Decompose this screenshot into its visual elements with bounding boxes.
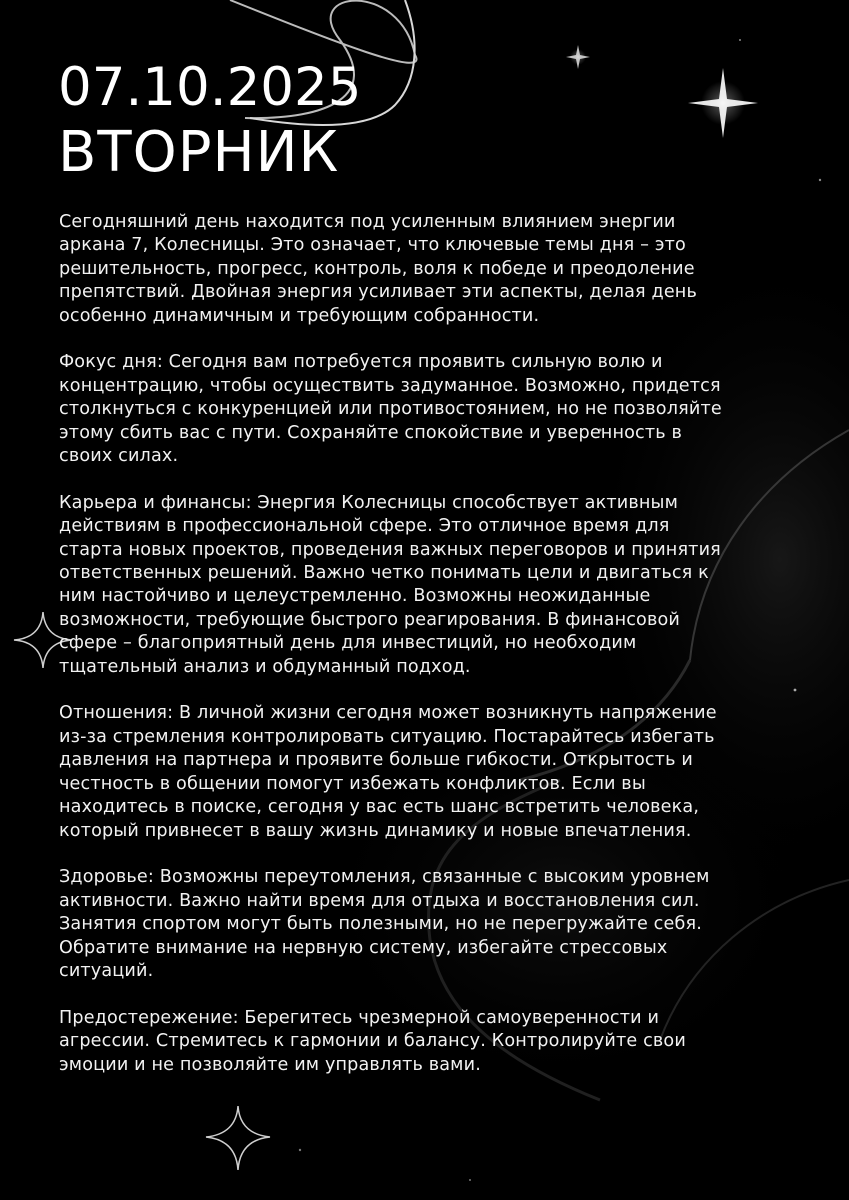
paragraph-career: Карьера и финансы: Энергия Колесницы способствует активным действиям в профессиональной сфере. Это отличное время для старта новых проектов, проведения важных переговоров и принятия ответственных решений. Важно четко понимать цели и двигаться к ним настойчиво и целеустремленно. Возможны неожиданные возможности, требующие быстрого реагирования. В финансовой сфере – благоприятный день для инвестиций, но необходим тщательный анализ и обдуманный подход. [59,492,721,677]
star-dot [469,1179,471,1181]
paragraph-warning: Предостережение: Берегитесь чрезмерной самоуверенности и агрессии. Стремитесь к гармонии и балансу. Контролируйте свои эмоции и не позволяйте им управлять вами. [59,1007,686,1075]
forecast-body [59,211,789,1100]
star-dot [299,1149,301,1151]
star-dot [739,39,741,41]
header [58,56,798,186]
weekday-heading: ВТОРНИК [58,120,340,185]
star-dot [794,689,797,692]
paragraph-focus: Фокус дня: Сегодня вам потребуется проявить сильную волю и концентрацию, чтобы осуществить задуманное. Возможно, придется столкнуться с конкуренцией или противостоянием, но не позволяйте этому сбить вас с пути. Сохраняйте спокойствие и уверенность в своих силах. [59,352,722,467]
date-heading: 07.10.2025 [58,57,362,118]
sparkle-outline-bottom [206,1106,270,1170]
paragraph-health: Здоровье: Возможны переутомления, связанные с высоким уровнем активности. Важно найти время для отдыха и восстановления сил. Занятия спортом могут быть полезными, но не перегружайте себя. Обратите внимание на нервную систему, избегайте стрессовых ситуаций. [59,867,710,981]
paragraph-relationships: Отношения: В личной жизни сегодня может возникнуть напряжение из-за стремления контролировать ситуацию. Постарайтесь избегать давления на партнера и проявите больше гибкости. Открытость и честность в общении помогут избежать конфликтов. Если вы находитесь в поиске, сегодня у вас есть шанс встретить человека, который привнесет в вашу жизнь динамику и новые впечатления. [59,703,717,841]
paragraph-intro: Сегодняшний день находится под усиленным влиянием энергии аркана 7, Колесницы. Это означает, что ключевые темы дня – это решительность, прогресс, контроль, воля к победе и преодоление препятствий. Двойная энергия усиливает эти аспекты, делая день особенно динамичным и требующим собранности. [59,212,697,326]
star-dot [819,179,821,181]
